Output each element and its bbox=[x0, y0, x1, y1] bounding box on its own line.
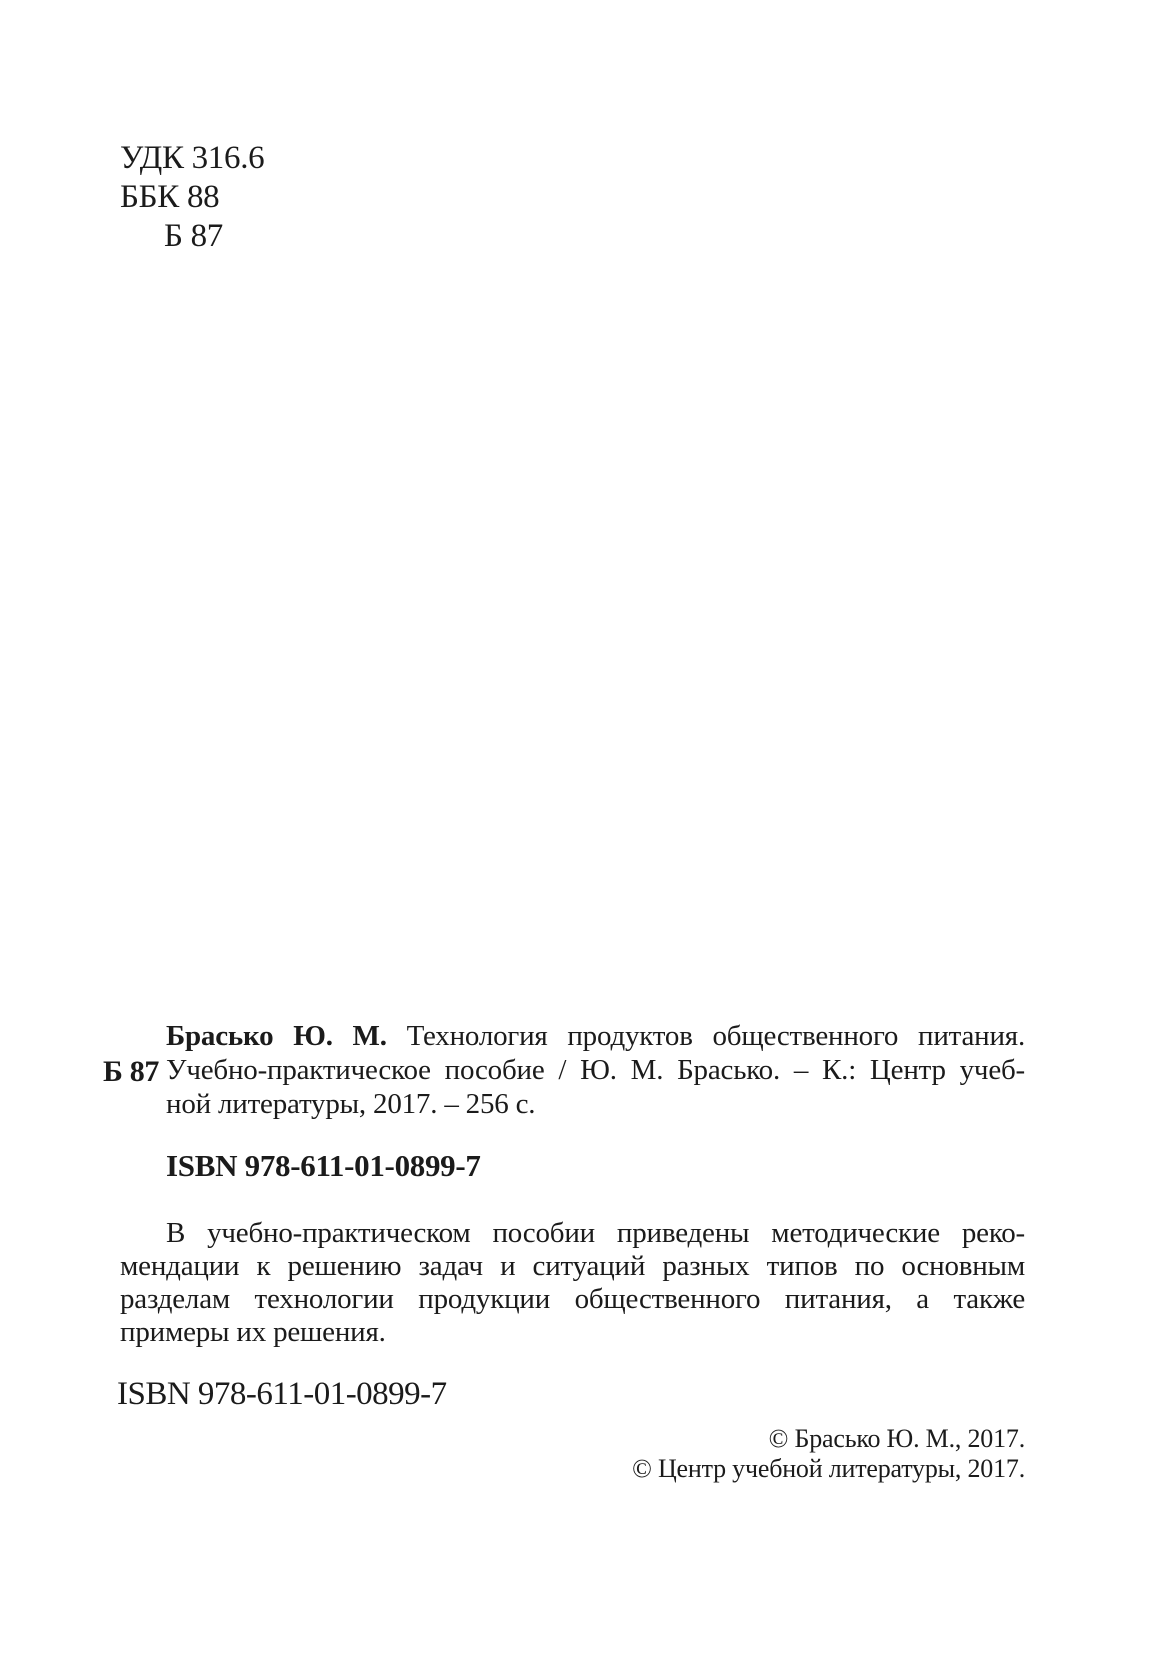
catalog-title: Технология продуктов общественного питания. bbox=[386, 1020, 1025, 1052]
copyright-block bbox=[525, 1424, 1025, 1484]
isbn-line: ISBN 978-611-01-0899-7 bbox=[117, 1376, 447, 1412]
annotation-line-2: мендации к решению задач и ситуаций разных типов по основным bbox=[120, 1250, 1025, 1282]
annotation-line-3: разделам технологии продукции общественного питания, а также bbox=[120, 1283, 1025, 1315]
catalog-author: Брасько Ю. М. bbox=[166, 1020, 387, 1052]
classification-codes-block bbox=[120, 139, 264, 256]
isbn-line-bold: ISBN 978-611-01-0899-7 bbox=[166, 1148, 481, 1183]
udc-code: УДК 316.6 bbox=[120, 140, 265, 176]
annotation-line-4: примеры их решения. bbox=[120, 1316, 386, 1348]
annotation-line-1: В учебно-практическом пособии приведены методические реко- bbox=[166, 1217, 1025, 1249]
author-sign-code: Б 87 bbox=[164, 218, 223, 254]
catalog-card bbox=[103, 1019, 1025, 1121]
catalog-line-2: Учебно-практическое пособие / Ю. М. Брасько. – К.: Центр учеб- bbox=[166, 1054, 1025, 1086]
bbk-code: ББК 88 bbox=[120, 179, 220, 215]
copyright-publisher-line: © Центр учебной литературы, 2017. bbox=[632, 1454, 1025, 1483]
catalog-line-3: ной литературы, 2017. – 256 с. bbox=[166, 1088, 536, 1120]
catalog-card-text bbox=[166, 1019, 1025, 1121]
catalog-line-1 bbox=[166, 1019, 1025, 1053]
annotation-paragraph bbox=[120, 1217, 1025, 1349]
copyright-author-line: © Брасько Ю. М., 2017. bbox=[768, 1424, 1025, 1453]
catalog-card-sign: Б 87 bbox=[103, 1055, 160, 1088]
